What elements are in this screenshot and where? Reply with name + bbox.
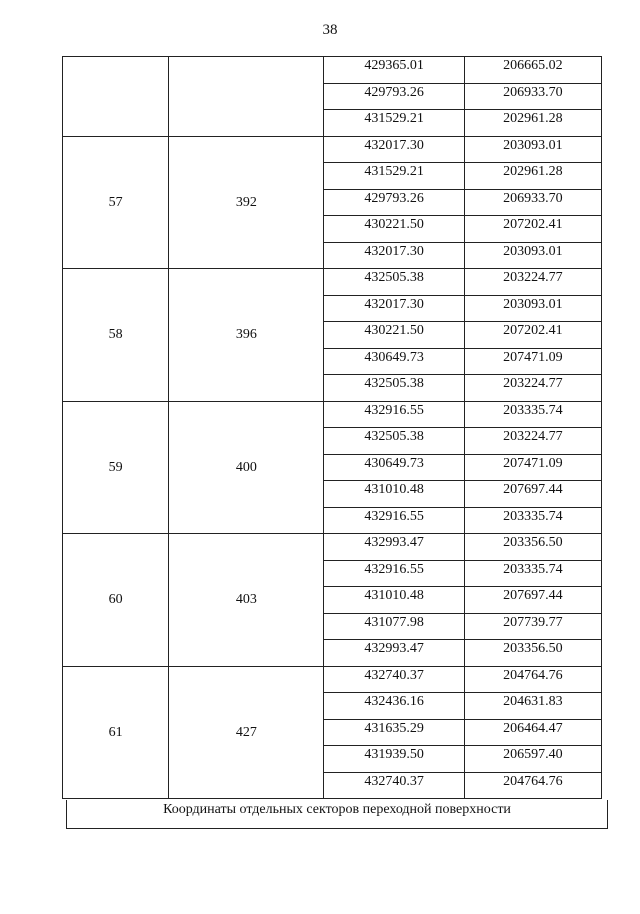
table-row	[63, 57, 602, 84]
y-coordinate-cell: 207739.77	[464, 613, 601, 640]
x-coordinate-cell: 432916.55	[324, 560, 464, 587]
x-coordinate-cell: 431077.98	[324, 613, 464, 640]
x-coordinate-cell: 430221.50	[324, 322, 464, 349]
x-coordinate-cell: 431529.21	[324, 110, 464, 137]
x-coordinate-cell: 432017.30	[324, 242, 464, 269]
y-coordinate-cell: 206665.02	[464, 57, 601, 84]
y-coordinate-cell: 203224.77	[464, 428, 601, 455]
x-coordinate-cell: 432505.38	[324, 375, 464, 402]
x-coordinate-cell: 431010.48	[324, 481, 464, 508]
table-row	[63, 269, 602, 296]
x-coordinate-cell: 430221.50	[324, 216, 464, 243]
coordinates-table-body	[63, 57, 602, 799]
y-coordinate-cell: 203224.77	[464, 375, 601, 402]
y-coordinate-cell: 203224.77	[464, 269, 601, 296]
table-row	[63, 666, 602, 693]
point-cell	[169, 57, 324, 137]
x-coordinate-cell: 429793.26	[324, 189, 464, 216]
x-coordinate-cell: 432740.37	[324, 772, 464, 799]
sector-number-cell: 60	[63, 534, 169, 667]
x-coordinate-cell: 432916.55	[324, 401, 464, 428]
sector-number-cell: 57	[63, 136, 169, 269]
x-coordinate-cell: 429365.01	[324, 57, 464, 84]
y-coordinate-cell: 203093.01	[464, 136, 601, 163]
sector-number-cell: 59	[63, 401, 169, 534]
y-coordinate-cell: 204764.76	[464, 772, 601, 799]
x-coordinate-cell: 432505.38	[324, 428, 464, 455]
table-row	[63, 136, 602, 163]
y-coordinate-cell: 203093.01	[464, 242, 601, 269]
y-coordinate-cell: 204764.76	[464, 666, 601, 693]
point-number-cell: 392	[169, 136, 324, 269]
coordinates-table	[62, 56, 602, 799]
y-coordinate-cell: 207697.44	[464, 481, 601, 508]
y-coordinate-cell: 203356.50	[464, 534, 601, 561]
x-coordinate-cell: 429793.26	[324, 83, 464, 110]
y-coordinate-cell: 204631.83	[464, 693, 601, 720]
sector-number-cell: 58	[63, 269, 169, 402]
point-number-cell: 427	[169, 666, 324, 799]
y-coordinate-cell: 207471.09	[464, 348, 601, 375]
x-coordinate-cell: 431529.21	[324, 163, 464, 190]
table-row	[63, 534, 602, 561]
y-coordinate-cell: 206597.40	[464, 746, 601, 773]
y-coordinate-cell: 206933.70	[464, 83, 601, 110]
x-coordinate-cell: 431635.29	[324, 719, 464, 746]
y-coordinate-cell: 207471.09	[464, 454, 601, 481]
x-coordinate-cell: 432436.16	[324, 693, 464, 720]
x-coordinate-cell: 432017.30	[324, 295, 464, 322]
sector-number-cell: 61	[63, 666, 169, 799]
y-coordinate-cell: 203093.01	[464, 295, 601, 322]
sector-cell	[63, 57, 169, 137]
y-coordinate-cell: 207202.41	[464, 322, 601, 349]
y-coordinate-cell: 203335.74	[464, 401, 601, 428]
y-coordinate-cell: 202961.28	[464, 110, 601, 137]
y-coordinate-cell: 207697.44	[464, 587, 601, 614]
y-coordinate-cell: 206933.70	[464, 189, 601, 216]
table-row	[63, 401, 602, 428]
table-caption: Координаты отдельных секторов переходной поверхности	[66, 800, 608, 829]
x-coordinate-cell: 431010.48	[324, 587, 464, 614]
y-coordinate-cell: 203335.74	[464, 507, 601, 534]
x-coordinate-cell: 432017.30	[324, 136, 464, 163]
y-coordinate-cell: 207202.41	[464, 216, 601, 243]
x-coordinate-cell: 432993.47	[324, 640, 464, 667]
y-coordinate-cell: 206464.47	[464, 719, 601, 746]
y-coordinate-cell: 203356.50	[464, 640, 601, 667]
y-coordinate-cell: 202961.28	[464, 163, 601, 190]
point-number-cell: 400	[169, 401, 324, 534]
page-number: 38	[322, 22, 338, 38]
x-coordinate-cell: 432916.55	[324, 507, 464, 534]
y-coordinate-cell: 203335.74	[464, 560, 601, 587]
x-coordinate-cell: 430649.73	[324, 348, 464, 375]
x-coordinate-cell: 431939.50	[324, 746, 464, 773]
x-coordinate-cell: 432993.47	[324, 534, 464, 561]
x-coordinate-cell: 430649.73	[324, 454, 464, 481]
point-number-cell: 403	[169, 534, 324, 667]
point-number-cell: 396	[169, 269, 324, 402]
x-coordinate-cell: 432505.38	[324, 269, 464, 296]
x-coordinate-cell: 432740.37	[324, 666, 464, 693]
